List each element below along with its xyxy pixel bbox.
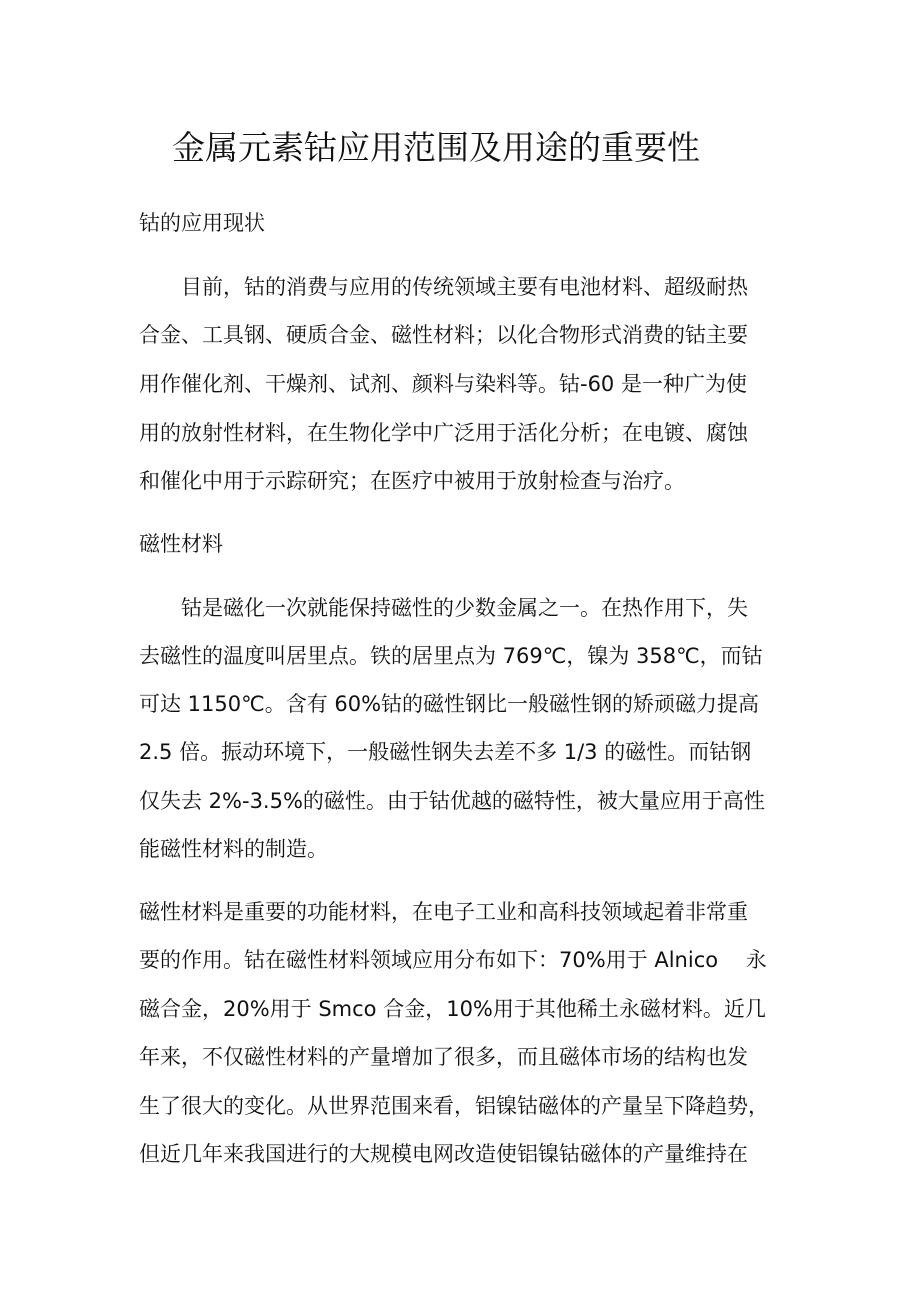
paragraph-line: 目前，钴的消费与应用的传统领域主要有电池材料、超级耐热	[181, 275, 748, 299]
paragraph-line: 去磁性的温度叫居里点。铁的居里点为 769℃，镍为 358℃，而钴	[139, 644, 763, 668]
paragraph-line: 要的作用。钴在磁性材料领域应用分布如下：70%用于 Alnico 永	[139, 948, 767, 972]
paragraph-line: 合金、工具钢、硬质合金、磁性材料；以化合物形式消费的钴主要	[139, 323, 748, 347]
section-heading-application-status: 钴的应用现状	[139, 211, 265, 235]
paragraph-line: 磁合金，20%用于 Smco 合金，10%用于其他稀土永磁材料。近几	[139, 997, 766, 1021]
document-title: 金属元素钴应用范围及用途的重要性	[172, 128, 700, 167]
paragraph-line: 生了很大的变化。从世界范围来看，铝镍钴磁体的产量呈下降趋势，	[139, 1094, 769, 1118]
paragraph-line: 用的放射性材料，在生物化学中广泛用于活化分析；在电镀、腐蚀	[139, 421, 748, 445]
paragraph-line: 可达 1150℃。含有 60%钴的磁性钢比一般磁性钢的矫顽磁力提高	[139, 692, 760, 716]
paragraph-line: 钴是磁化一次就能保持磁性的少数金属之一。在热作用下，失	[181, 596, 748, 620]
paragraph-line: 磁性材料是重要的功能材料，在电子工业和高科技领域起着非常重	[139, 900, 748, 924]
paragraph-line: 和催化中用于示踪研究；在医疗中被用于放射检查与治疗。	[139, 469, 685, 493]
paragraph-line: 仅失去 2%-3.5%的磁性。由于钴优越的磁特性，被大量应用于高性	[139, 789, 765, 813]
section-heading-magnetic-materials: 磁性材料	[139, 532, 223, 556]
paragraph-line: 用作催化剂、干燥剂、试剂、颜料与染料等。钴-60 是一种广为使	[139, 372, 747, 396]
paragraph-line: 但近几年来我国进行的大规模电网改造使铝镍钴磁体的产量维持在	[139, 1142, 748, 1166]
paragraph-line: 能磁性材料的制造。	[139, 837, 328, 861]
paragraph-line: 2.5 倍。振动环境下，一般磁性钢失去差不多 1/3 的磁性。而钴钢	[139, 740, 752, 764]
paragraph-line: 年来，不仅磁性材料的产量增加了很多，而且磁体市场的结构也发	[139, 1045, 748, 1069]
